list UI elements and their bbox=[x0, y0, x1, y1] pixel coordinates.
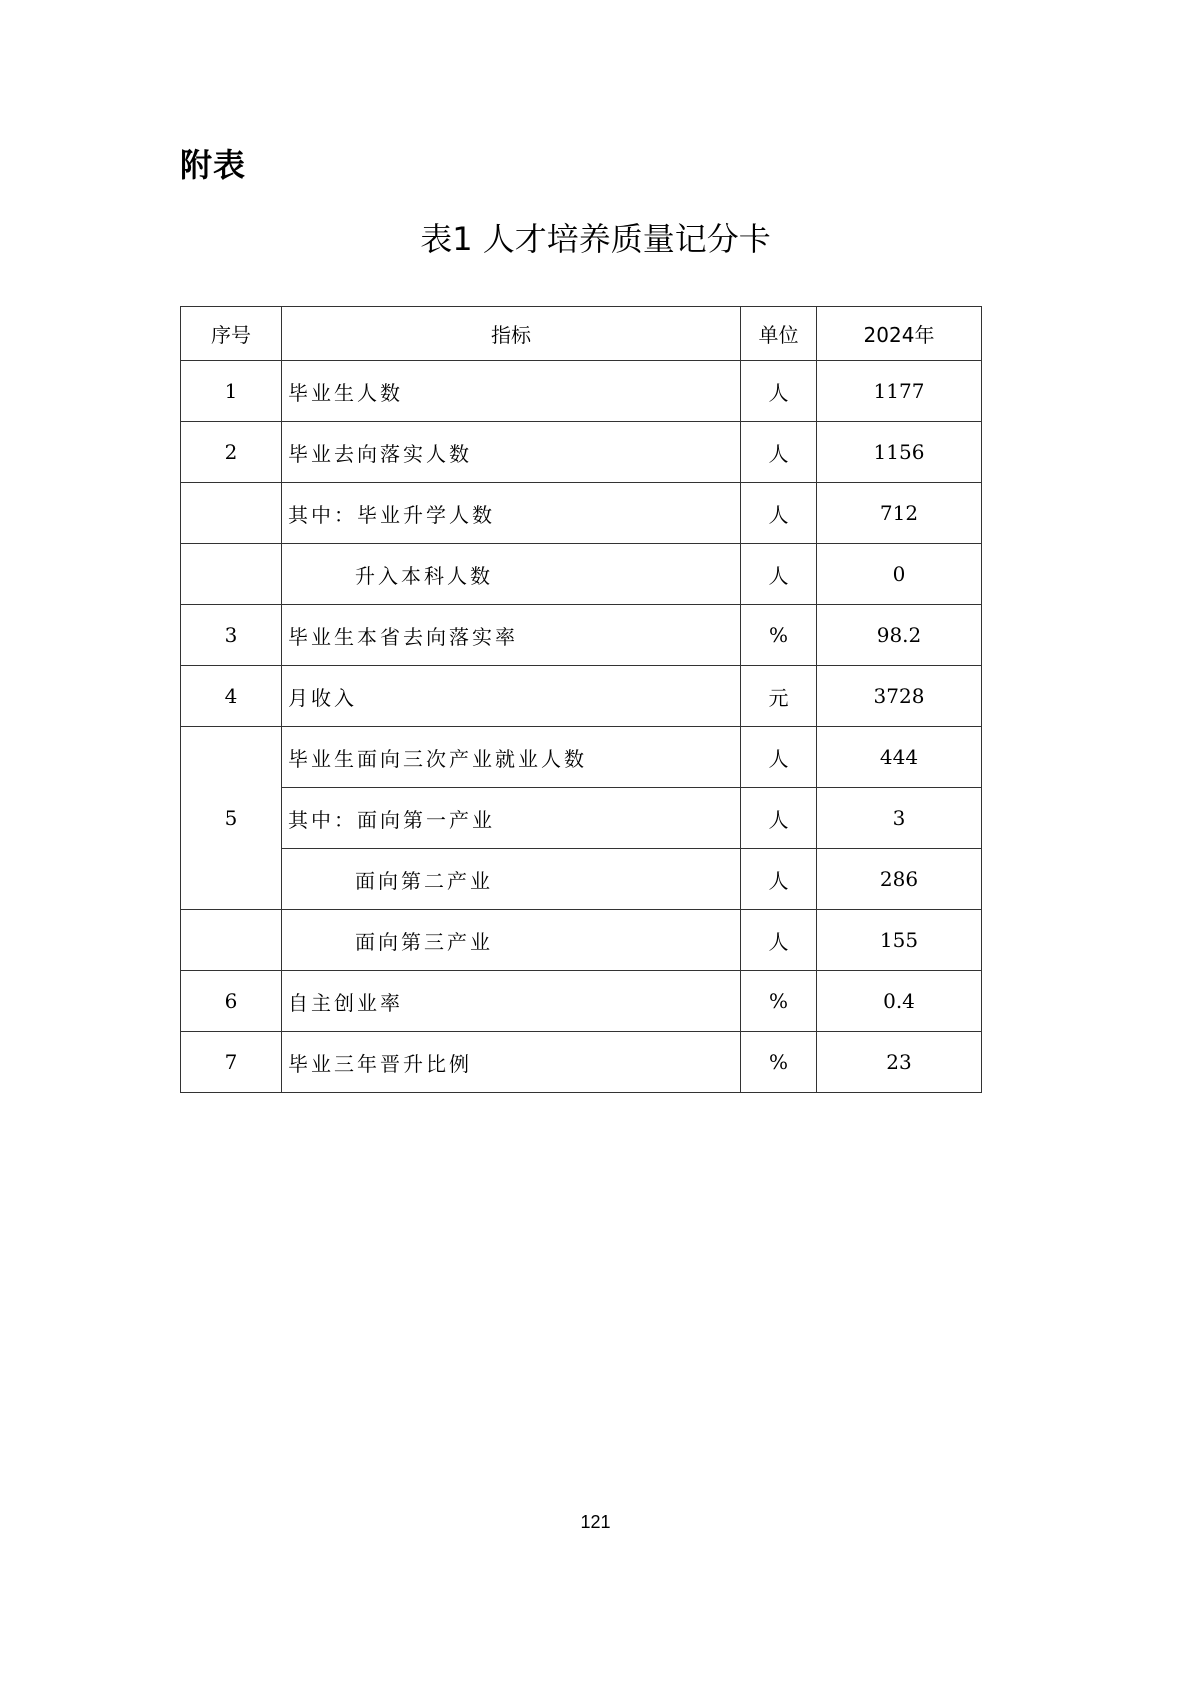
value-cell: 155 bbox=[817, 910, 982, 971]
table-row bbox=[181, 1032, 982, 1093]
serial-cell: 6 bbox=[181, 971, 282, 1032]
table-row bbox=[181, 422, 982, 483]
value-cell: 0.4 bbox=[817, 971, 982, 1032]
unit-cell: 人 bbox=[741, 422, 817, 483]
table-row bbox=[181, 483, 982, 544]
page-number: 121 bbox=[580, 1512, 611, 1532]
serial-cell: 5 bbox=[181, 727, 282, 910]
table-row bbox=[181, 361, 982, 422]
serial-cell bbox=[181, 483, 282, 544]
table-row bbox=[181, 788, 982, 849]
serial-cell: 7 bbox=[181, 1032, 282, 1093]
header-year: 2024年 bbox=[817, 307, 982, 361]
value-cell: 23 bbox=[817, 1032, 982, 1093]
value-cell: 1156 bbox=[817, 422, 982, 483]
table-row bbox=[181, 544, 982, 605]
unit-cell: 人 bbox=[741, 727, 817, 788]
serial-cell: 2 bbox=[181, 422, 282, 483]
header-serial: 序号 bbox=[181, 307, 282, 361]
indicator-cell: 面向第三产业 bbox=[282, 910, 741, 971]
unit-cell: 人 bbox=[741, 910, 817, 971]
table-row bbox=[181, 971, 982, 1032]
indicator-cell: 其中：面向第一产业 bbox=[282, 788, 741, 849]
unit-cell: % bbox=[741, 1032, 817, 1093]
table-row bbox=[181, 605, 982, 666]
indicator-cell: 升入本科人数 bbox=[282, 544, 741, 605]
indicator-cell: 面向第二产业 bbox=[282, 849, 741, 910]
indicator-cell: 毕业生本省去向落实率 bbox=[282, 605, 741, 666]
value-cell: 444 bbox=[817, 727, 982, 788]
indicator-cell: 其中：毕业升学人数 bbox=[282, 483, 741, 544]
indicator-cell: 月收入 bbox=[282, 666, 741, 727]
header-unit: 单位 bbox=[741, 307, 817, 361]
unit-cell: 人 bbox=[741, 788, 817, 849]
header-indicator: 指标 bbox=[282, 307, 741, 361]
indicator-cell: 毕业三年晋升比例 bbox=[282, 1032, 741, 1093]
value-cell: 712 bbox=[817, 483, 982, 544]
table-title: 表1 人才培养质量记分卡 bbox=[420, 220, 771, 258]
indicator-cell: 自主创业率 bbox=[282, 971, 741, 1032]
indicator-cell: 毕业去向落实人数 bbox=[282, 422, 741, 483]
unit-cell: 元 bbox=[741, 666, 817, 727]
unit-cell: 人 bbox=[741, 483, 817, 544]
indicator-cell: 毕业生面向三次产业就业人数 bbox=[282, 727, 741, 788]
table-row bbox=[181, 849, 982, 910]
serial-cell: 4 bbox=[181, 666, 282, 727]
value-cell: 3 bbox=[817, 788, 982, 849]
talent-quality-scorecard-table bbox=[180, 306, 982, 1093]
table-row bbox=[181, 910, 982, 971]
value-cell: 1177 bbox=[817, 361, 982, 422]
serial-cell bbox=[181, 910, 282, 971]
serial-cell: 1 bbox=[181, 361, 282, 422]
value-cell: 286 bbox=[817, 849, 982, 910]
indicator-cell: 毕业生人数 bbox=[282, 361, 741, 422]
unit-cell: 人 bbox=[741, 849, 817, 910]
value-cell: 98.2 bbox=[817, 605, 982, 666]
table-row bbox=[181, 666, 982, 727]
unit-cell: % bbox=[741, 605, 817, 666]
value-cell: 0 bbox=[817, 544, 982, 605]
serial-cell: 3 bbox=[181, 605, 282, 666]
appendix-heading: 附表 bbox=[180, 146, 247, 184]
unit-cell: 人 bbox=[741, 361, 817, 422]
table-header-row bbox=[181, 307, 982, 361]
table-row bbox=[181, 727, 982, 788]
unit-cell: 人 bbox=[741, 544, 817, 605]
value-cell: 3728 bbox=[817, 666, 982, 727]
serial-cell bbox=[181, 544, 282, 605]
unit-cell: % bbox=[741, 971, 817, 1032]
